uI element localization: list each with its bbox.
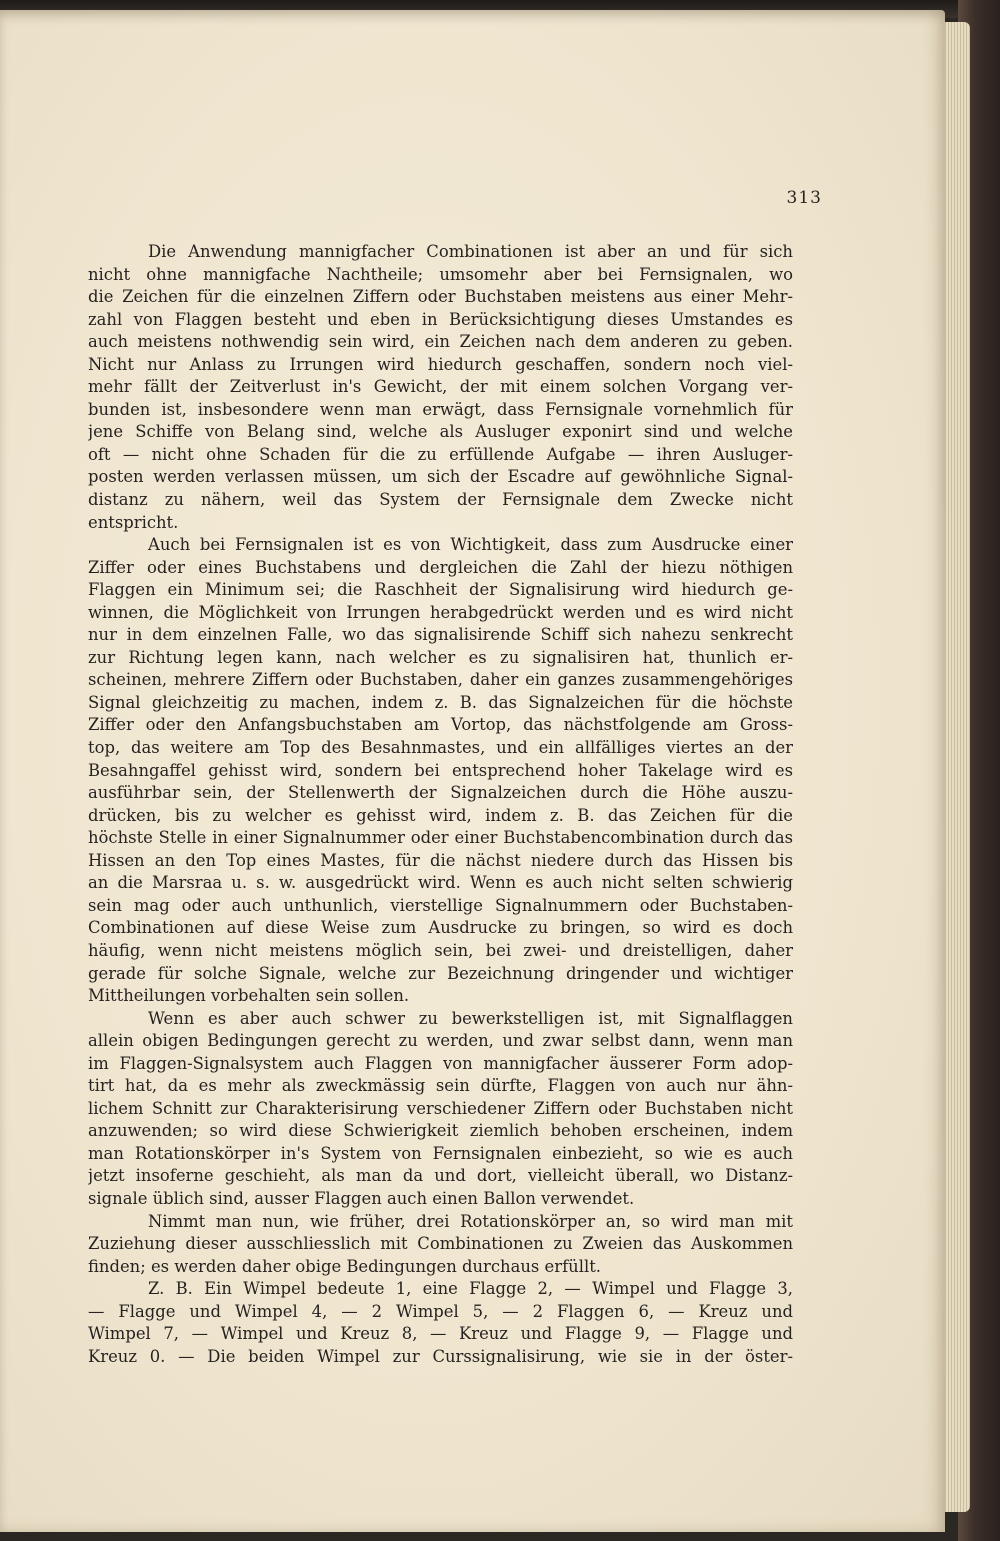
body-text	[88, 241, 793, 1368]
text-line: an die Marsraa u. s. w. ausgedrückt wird. Wenn es auch nicht selten schwierig	[88, 873, 793, 893]
text-line: zur Richtung legen kann, nach welcher es zu signalisiren hat, thunlich er-	[88, 647, 793, 667]
text-line: häufig, wenn nicht meistens möglich sein, bei zwei- und dreistelligen, daher	[88, 940, 793, 960]
text-line: nicht ohne mannigfache Nachtheile; umsomehr aber bei Fernsignalen, wo	[88, 264, 793, 284]
text-line: distanz zu nähern, weil das System der Fernsignale dem Zwecke nicht	[88, 490, 793, 510]
text-line: die Zeichen für die einzelnen Ziffern oder Buchstaben meistens aus einer Mehr-	[88, 287, 793, 307]
text-line: im Flaggen-Signalsystem auch Flaggen von mannigfacher äusserer Form adop-	[88, 1053, 793, 1073]
text-line: Combinationen auf diese Weise zum Ausdrucke zu bringen, so wird es doch	[88, 918, 793, 938]
text-line: scheinen, mehrere Ziffern oder Buchstaben, daher ein ganzes zusammengehöriges	[88, 670, 793, 690]
text-line: anzuwenden; so wird diese Schwierigkeit ziemlich behoben erscheinen, indem	[88, 1121, 793, 1141]
text-line: Zuziehung dieser ausschliesslich mit Combinationen zu Zweien das Auskommen	[88, 1234, 793, 1254]
page-number: 313	[786, 188, 822, 208]
text-line: Mittheilungen vorbehalten sein sollen.	[88, 986, 410, 1006]
text-line: ausführbar sein, der Stellenwerth der Signalzeichen durch die Höhe auszu-	[88, 783, 793, 803]
text-line: zahl von Flaggen besteht und eben in Berücksichtigung dieses Umstandes es	[88, 309, 793, 329]
text-line: lichem Schnitt zur Charakterisirung verschiedener Ziffern oder Buchstaben nicht	[88, 1098, 793, 1118]
text-line: — Flagge und Wimpel 4, — 2 Wimpel 5, — 2 Flaggen 6, — Kreuz und	[88, 1301, 793, 1321]
text-line: gerade für solche Signale, welche zur Bezeichnung dringender und wichtiger	[88, 963, 793, 983]
text-line: Hissen an den Top eines Mastes, für die nächst niedere durch das Hissen bis	[88, 850, 793, 870]
text-line: mehr fällt der Zeitverlust in's Gewicht, der mit einem solchen Vorgang ver-	[88, 377, 793, 397]
text-line: Z. B. Ein Wimpel bedeute 1, eine Flagge 2, — Wimpel und Flagge 3,	[148, 1279, 793, 1299]
text-line: winnen, die Möglichkeit von Irrungen herabgedrückt werden und es wird nicht	[88, 602, 793, 622]
text-line: Besahngaffel gehisst wird, sondern bei entsprechend hoher Takelage wird es	[88, 760, 793, 780]
text-line: Flaggen ein Minimum sei; die Raschheit der Signalisirung wird hiedurch ge-	[88, 580, 793, 600]
text-line: Signal gleichzeitig zu machen, indem z. B. das Signalzeichen für die höchste	[88, 692, 793, 712]
text-line: allein obigen Bedingungen gerecht zu werden, und zwar selbst dann, wenn man	[88, 1031, 793, 1051]
text-line: nur in dem einzelnen Falle, wo das signalisirende Schiff sich nahezu senkrecht	[88, 625, 793, 645]
text-line: bunden ist, insbesondere wenn man erwägt, dass Fernsignale vornehmlich für	[88, 399, 793, 419]
text-line: oft — nicht ohne Schaden für die zu erfüllende Aufgabe — ihren Ausluger-	[88, 444, 793, 464]
text-line: Wimpel 7, — Wimpel und Kreuz 8, — Kreuz und Flagge 9, — Flagge und	[88, 1324, 793, 1344]
text-line: drücken, bis zu welcher es gehisst wird, indem z. B. das Zeichen für die	[88, 805, 793, 825]
text-line: Kreuz 0. — Die beiden Wimpel zur Curssignalisirung, wie sie in der öster-	[88, 1346, 793, 1366]
text-line: man Rotationskörper in's System von Fernsignalen einbezieht, so wie es auch	[88, 1143, 793, 1163]
text-line: Wenn es aber auch schwer zu bewerkstelligen ist, mit Signalflaggen	[148, 1008, 793, 1028]
text-line: finden; es werden daher obige Bedingungen durchaus erfüllt.	[88, 1256, 601, 1276]
text-line: Ziffer oder eines Buchstabens und dergleichen die Zahl der hiezu nöthigen	[88, 557, 793, 577]
text-line: posten werden verlassen müssen, um sich der Escadre auf gewöhnliche Signal-	[88, 467, 793, 487]
text-line: tirt hat, da es mehr als zweckmässig sein dürfte, Flaggen von auch nur ähn-	[88, 1076, 793, 1096]
book-page	[0, 10, 945, 1532]
text-line: Auch bei Fernsignalen ist es von Wichtigkeit, dass zum Ausdrucke einer	[148, 535, 793, 555]
text-line: jene Schiffe von Belang sind, welche als Ausluger exponirt sind und welche	[88, 422, 793, 442]
text-line: top, das weitere am Top des Besahnmastes, und ein allfälliges viertes an der	[88, 738, 793, 758]
text-line: höchste Stelle in einer Signalnummer oder einer Buchstabencombination durch das	[88, 828, 793, 848]
text-line: Nicht nur Anlass zu Irrungen wird hiedurch geschaffen, sondern noch viel-	[88, 354, 793, 374]
text-line: Die Anwendung mannigfacher Combinationen ist aber an und für sich	[148, 242, 793, 261]
text-line: Nimmt man nun, wie früher, drei Rotationskörper an, so wird man mit	[148, 1211, 793, 1231]
text-line: entspricht.	[88, 512, 179, 532]
text-line: sein mag oder auch unthunlich, vierstellige Signalnummern oder Buchstaben-	[88, 895, 793, 915]
text-line: jetzt insoferne geschieht, als man da und dort, vielleicht überall, wo Distanz-	[88, 1166, 793, 1186]
text-line: Ziffer oder den Anfangsbuchstaben am Vortop, das nächstfolgende am Gross-	[88, 715, 793, 735]
text-line: auch meistens nothwendig sein wird, ein Zeichen nach dem anderen zu geben.	[88, 332, 793, 352]
text-line: signale üblich sind, ausser Flaggen auch einen Ballon verwendet.	[88, 1188, 635, 1208]
